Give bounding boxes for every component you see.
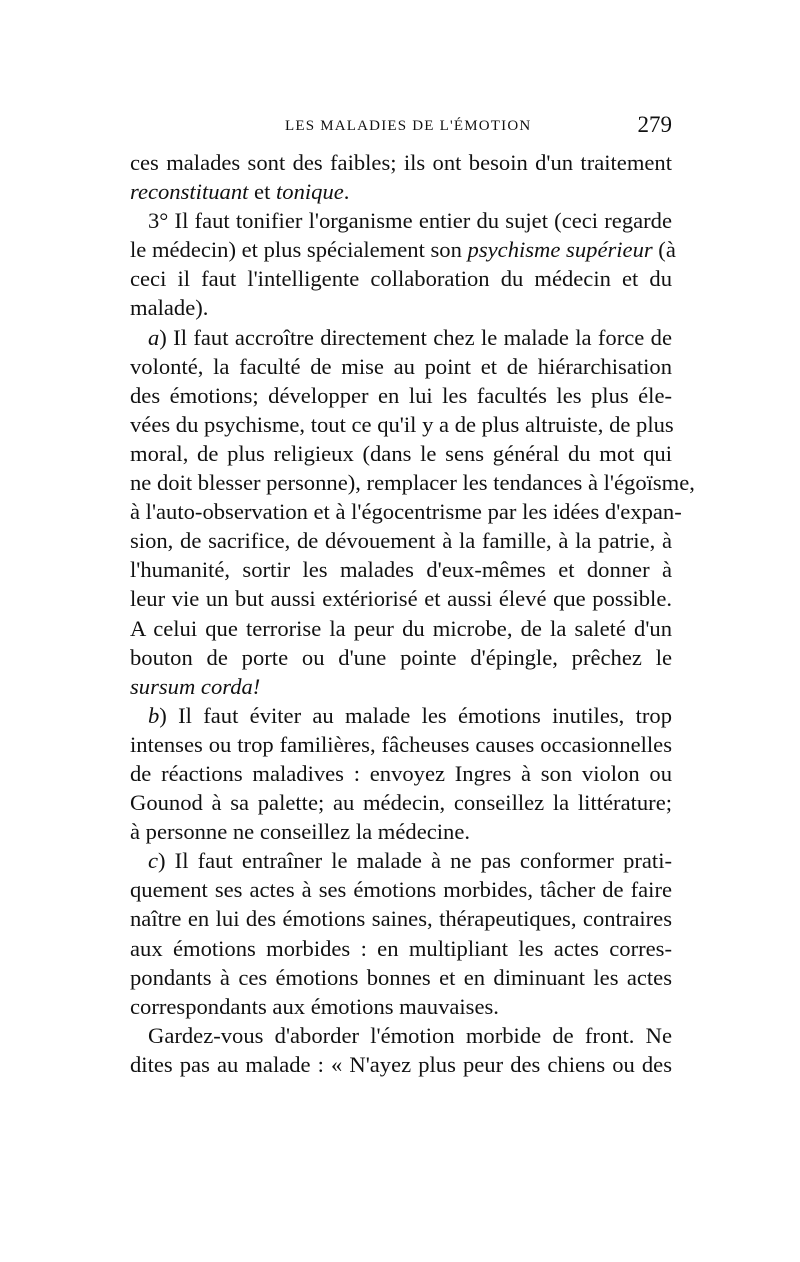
page-header — [130, 112, 672, 146]
text-line — [130, 846, 672, 875]
text-line — [130, 235, 676, 264]
text-line: aux émotions morbides : en multipliant les actes corres- — [130, 935, 672, 961]
text-line: malade). — [130, 295, 209, 321]
text-fragment: et — [248, 179, 277, 205]
text-line: intenses ou trop familières, fâcheuses causes occasionnelles — [130, 731, 672, 757]
body-text — [130, 148, 695, 1079]
text-line: A celui que terrorise la peur du microbe, de la saleté d'un — [130, 615, 672, 641]
text-line: à personne ne conseillez la médecine. — [130, 819, 470, 845]
text-fragment: le médecin) et plus spécialement son — [130, 237, 468, 263]
text-line: l'humanité, sortir les malades d'eux-mêmes et donner à — [130, 557, 672, 583]
text-line — [130, 701, 672, 730]
text-line: à l'auto-observation et à l'égocentrisme par les idées d'expan- — [130, 499, 682, 525]
text-line: pondants à ces émotions bonnes et en diminuant les actes — [130, 964, 672, 990]
text-line: ne doit blesser personne), remplacer les tendances à l'égoïsme, — [130, 470, 695, 496]
page-number: 279 — [637, 112, 672, 137]
text-fragment: ) Il faut accroître directement chez le malade la force de — [159, 324, 672, 350]
text-line: dites pas au malade : « N'ayez plus peur des chiens ou des — [130, 1051, 672, 1077]
text-line — [130, 323, 672, 352]
text-line: ceci il faut l'intelligente collaboration du médecin et du — [130, 266, 672, 292]
text-fragment: ) Il faut entraîner le malade à ne pas conformer prati- — [158, 848, 672, 874]
italic-text: reconstituant — [130, 179, 249, 205]
text-line: leur vie un but aussi extériorisé et aussi élevé que possible. — [130, 586, 672, 612]
text-line: quement ses actes à ses émotions morbides, tâcher de faire — [130, 877, 672, 903]
text-line: bouton de porte ou d'une pointe d'épingle, prêchez le — [130, 644, 672, 670]
text-line: 3° Il faut tonifier l'organisme entier du sujet (ceci regarde — [148, 208, 672, 234]
text-line: de réactions maladives : envoyez Ingres à son violon ou — [130, 760, 672, 786]
text-fragment: . — [343, 179, 350, 205]
text-line: volonté, la faculté de mise au point et de hiérarchisation — [130, 353, 672, 379]
text-line: Gardez-vous d'aborder l'émotion morbide de front. Ne — [148, 1022, 672, 1048]
text-line: Gounod à sa palette; au médecin, conseillez la littérature; — [130, 790, 672, 816]
text-line — [130, 177, 672, 206]
text-line: ces malades sont des faibles; ils ont besoin d'un traitement — [130, 150, 672, 175]
italic-text: sursum corda! — [130, 673, 261, 699]
italic-text: tonique — [276, 179, 344, 205]
italic-text: psychisme supérieur — [467, 237, 653, 263]
text-line: des émotions; développer en lui les facultés les plus éle- — [130, 382, 672, 408]
text-line: naître en lui des émotions saines, thérapeutiques, contraires — [130, 906, 672, 932]
text-fragment: (à — [652, 237, 676, 263]
text-line — [130, 672, 672, 701]
running-title: LES MALADIES DE L'ÉMOTION — [285, 118, 532, 134]
list-marker: c — [148, 848, 159, 874]
text-line: vées du psychisme, tout ce qu'il y a de plus altruiste, de plus — [130, 411, 674, 437]
text-line: correspondants aux émotions mauvaises. — [130, 993, 499, 1019]
text-fragment: ) Il faut éviter au malade les émotions inutiles, trop — [159, 702, 672, 728]
text-line: moral, de plus religieux (dans le sens général du mot qui — [130, 440, 672, 466]
text-line: sion, de sacrifice, de dévouement à la famille, à la patrie, à — [130, 528, 672, 554]
list-marker: a — [148, 324, 160, 350]
list-marker: b — [148, 702, 160, 728]
